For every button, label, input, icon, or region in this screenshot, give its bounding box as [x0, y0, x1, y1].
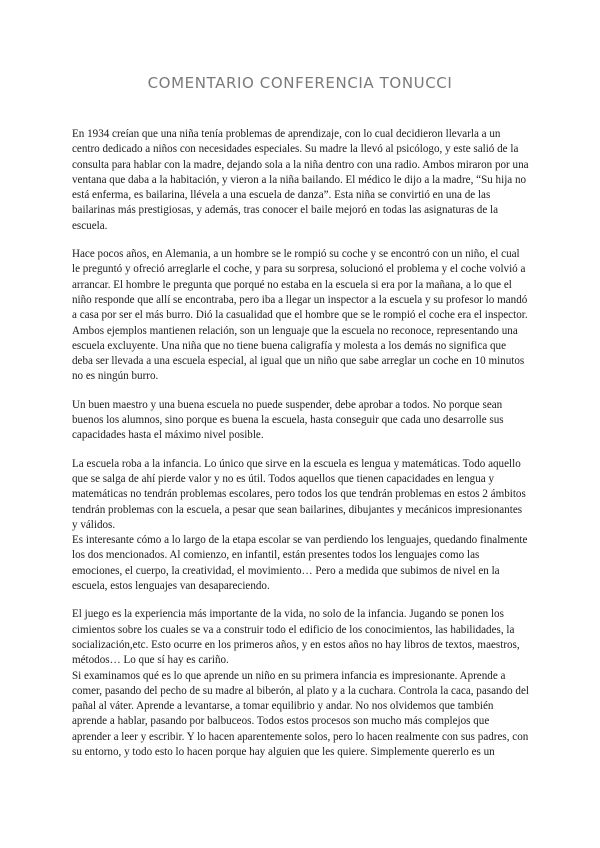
- paragraph: Ambos ejemplos mantienen relación, son un lenguaje que la escuela no reconoce, representando una escuela excluyente. Una niña que no tiene buena caligrafía y molesta a los demás no significa que deba ser llevada a una escuela especial, al igual que un niño que sabe arreglar un coche en 10 minutos no es ningún burro.: [72, 324, 525, 383]
- paragraph-gap: [72, 444, 529, 457]
- paragraph: Es interesante cómo a lo largo de la etapa escolar se van perdiendo los lenguajes, quedando finalmente los dos mencionados. Al comienzo, en infantil, están presentes todos los lenguajes como las emociones, el cuerpo, la creatividad, el movimiento… Pero a medida que subimos de nivel en la escuela, estos lenguajes van desapareciendo.: [72, 534, 528, 593]
- paragraph: En 1934 creían que una niña tenía problemas de aprendizaje, con lo cual decidieron llevarla a un centro dedicado a niños con necesidades especiales. Su madre la llevó al psicólogo, y este salió de la consulta para hablar con la madre, dejando sola a la niña dentro con una radio. Ambos miraron por una ventana que daba a la habitación, y vieron a la niña bailando. El médico le dijo a la madre, “Su hija no está enferma, es bailarina, llévela a una escuela de danza”. Esta niña se convirtió en una de las bailarinas más prestigiosas, y además, tras conocer el baile mejoró en todas las asignaturas de la escuela.: [72, 128, 529, 232]
- paragraph-gap: [72, 594, 529, 607]
- paragraph: El juego es la experiencia más importante de la vida, no solo de la infancia. Jugando se ponen los cimientos sobre los cuales se va a construir todo el edificio de los conocimientos, las habilidades, la socialización,etc. Esto ocurre en los primeros años, y en estos años no hay libros de textos, maestros, métodos… Lo que sí hay es cariño.: [72, 608, 520, 667]
- paragraph-gap: [72, 234, 529, 247]
- paragraph-gap: [72, 385, 529, 398]
- paragraph: Hace pocos años, en Alemania, a un hombre se le rompió su coche y se encontró con un niño, el cual le preguntó y ofreció arreglarle el coche, y para su sorpresa, solucionó el problema y el coche volvió a arrancar. El hombre le pregunta que porqué no estaba en la escuela si era por la mañana, a lo que el niño responde que allí se encontraba, pero iba a llegar un inspector a la escuela y su profesor lo mandó a casa por ser el más burro. Dió la casualidad que el hombre que se le rompió el coche era el inspector.: [72, 248, 528, 322]
- paragraph: Un buen maestro y una buena escuela no puede suspender, debe aprobar a todos. No porque sean buenos los alumnos, sino porque es buena la escuela, hasta conseguir que cada uno desarrolle sus capacidades hasta el máximo nivel posible.: [72, 398, 504, 442]
- document-title: COMENTARIO CONFERENCIA TONUCCI: [147, 74, 453, 92]
- paragraph: La escuela roba a la infancia. Lo único que sirve en la escuela es lengua y matemáticas. Todo aquello que se salga de ahí pierde valor y no es útil. Todos aquellos que tienen capacidades en lengua y matemáticas no tendrán problemas escolares, pero todos los que tendrán problemas en estos 2 ámbitos tendrán problemas con la escuela, a pesar que sean bailarines, dibujantes y mecánicos impresionantes y válidos.: [72, 457, 526, 531]
- document-body: [72, 127, 529, 760]
- paragraph: Si examinamos qué es lo que aprende un niño en su primera infancia es impresionante. Aprende a comer, pasando del pecho de su madre al biberón, al plato y a la cuchara. Controla la caca, pasando del pañal al váter. Aprende a levantarse, a tomar equilibrio y andar. No nos olvidemos que también aprende a hablar, pasando por balbuceos. Todos estos procesos son mucho más complejos que aprender a leer y escribir. Y lo hacen aparentemente solos, pero lo hacen realmente con sus padres, con su entorno, y todo esto lo hacen porque hay alguien que les quiere. Simplemente quererlo es un: [72, 669, 529, 758]
